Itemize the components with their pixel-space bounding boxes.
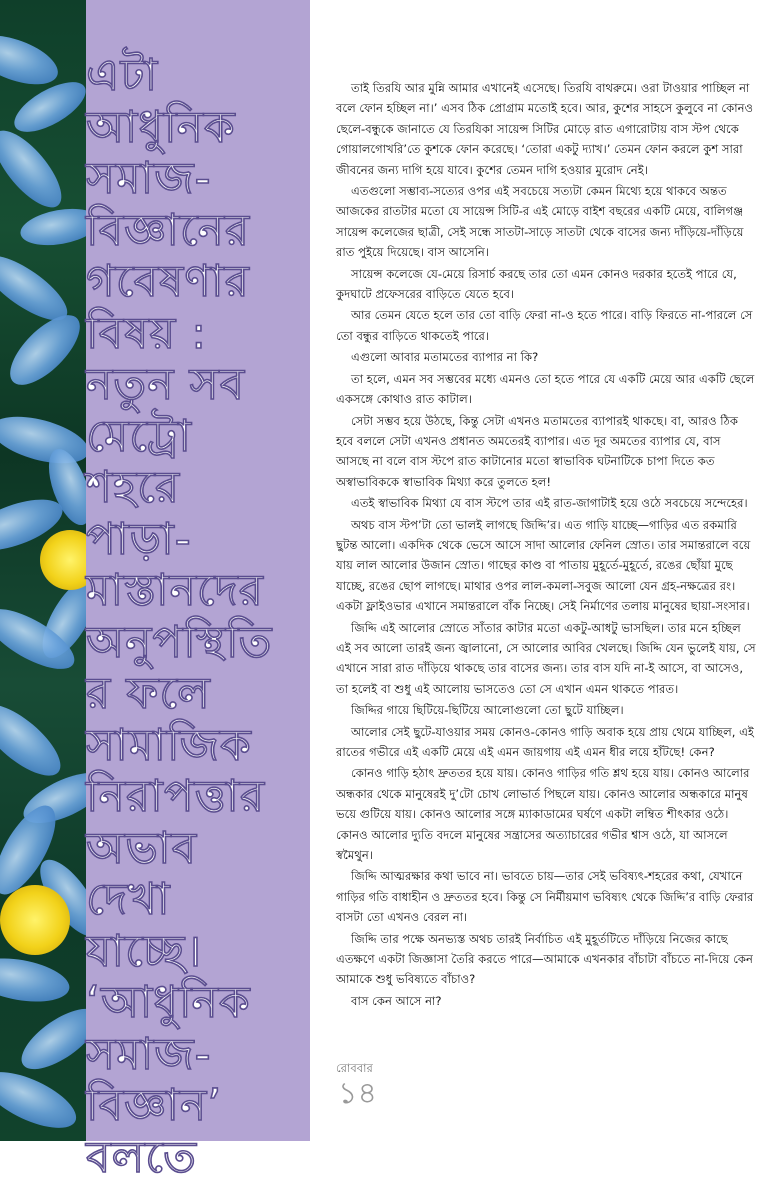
pull-quote-line: পাড়া- (86, 514, 346, 566)
pull-quote-line: সমাজ- (86, 153, 346, 205)
article-paragraph: আলোর সেই ছুটে-যাওয়ার সময় কোনও-কোনও গাড়ি অবাক হয়ে প্রায় থেমে যাচ্ছিল, এই রাতের গভীরে এই একটি মেয়ে এই এমন জায়গায় এই এমন ধীর লয়ে হাঁটছে! কেন? (336, 722, 756, 763)
pull-quote-line: সামাজিক (86, 720, 346, 772)
pull-quote-line: নতুন সব (86, 359, 346, 411)
pull-quote-line: গবেষণার (86, 256, 346, 308)
pull-quote-line: অনুপস্থিতি (86, 617, 346, 669)
article-paragraph: কোনও গাড়ি হঠাৎ দ্রুততর হয়ে যায়। কোনও গাড়ির গতি শ্লথ হয়ে যায়। কোনও আলোর অন্ধকার থেকে মানুষেরই দু’টো চোখ লোভার্ত পিছলে যায়। কোনও আলোর অন্ধকারে মানুষ ভয়ে গুটিয়ে যায়। কোনও আলোর সঙ্গে ম্যাকাডামের ঘর্ষণে একটা লম্বিত শীৎকার ওঠে। কোনও আলোর দ্যুতি বদলে মানুষের সন্ত্রাসের অত্যাচারের গভীর শ্বাস ওঠে, যা আসলে স্বমৈথুন। (336, 763, 756, 865)
article-body (336, 78, 756, 1012)
page-folio (336, 1060, 416, 1109)
article-paragraph: জিদ্দি তার পক্ষে অনভ্যস্ত অথচ তারই নির্বাচিত এই মুহূর্তটিতে দাঁড়িয়ে নিজের কাছে এতক্ষণে একটা জিজ্ঞাসা তৈরি করতে পারে—আমাকে এখনকার বাঁচাটা বাঁচতে না-দিয়ে কেন আমাকে শুধু ভবিষ্যতে বাঁচাও? (336, 929, 756, 990)
article-paragraph: অথচ বাস স্টপ’টা তো ভালই লাগছে জিদ্দি’র। এত গাড়ি যাচ্ছে—গাড়ির এত রকমারি ছুটন্ত আলো। একদিক থেকে ভেসে আসে সাদা আলোর ফেনিল স্রোত। তার সমান্তরালে বয়ে যায় লাল আলোর উজান স্রোত। গাছের কাণ্ড বা পাতায় মুহূর্তে-মুহূর্তে, রঙের ছোঁয়া মুছে যাচ্ছে, রঙের ছোপ লাগছে। মাথার ওপর লাল-কমলা-সবুজ আলো যেন গ্রহ-নক্ষত্রের রং। একটা ফ্লাইওভার এখানে সমান্তরালে বাঁক নিচ্ছে। সেই নির্মাণের তলায় মানুষের ছায়া-সংসার। (336, 515, 756, 617)
article-paragraph: এতগুলো সম্ভাব্য-সত্যের ওপর এই সবচেয়ে সত্যটা কেমন মিথ্যে হয়ে থাকবে অন্তত আজকের রাতটার মতো যে সায়েন্স সিটি-র এই মোড়ে বাইশ বছরের একটি মেয়ে, বালিগঞ্জ সায়েন্স কলেজের ছাত্রী, সেই সন্ধে সাতটা-সাড়ে সাতটা থেকে বাসের জন্য দাঁড়িয়ে-দাঁড়িয়ে রাত পুইয়ে দিয়েছে। বাস আসেনি। (336, 181, 756, 263)
flower-petal (0, 1061, 84, 1140)
article-paragraph: জিদ্দির গায়ে ছিটিয়ে-ছিটিয়ে আলোগুলো তো ছুটে যাচ্ছিল। (336, 700, 756, 720)
article-paragraph: সেটা সম্ভব হয়ে উঠছে, কিন্তু সেটা এখনও মতামতের ব্যাপারই থাকছে। বা, আরও ঠিক হবে বললে সেটা এখনও প্রধানত অমতেরই ব্যাপার। এত দূর অমতের ব্যাপার যে, বাস আসছে না বলে বাস স্টপে রাত কাটানোর মতো স্বাভাবিক ঘটনাটিকে চাপা দিতে কত অস্বাভাবিককে স্বাভাবিক মিথ্যা করে তুলতে হল! (336, 411, 756, 493)
flower-petal (7, 72, 93, 141)
pull-quote-line: মেট্রো (86, 411, 346, 463)
pull-quote-line: এটা (86, 50, 346, 102)
flower-petal (0, 952, 73, 1009)
article-paragraph: আর তেমন যেতে হলে তার তো বাড়ি ফেরা না-ও হতে পারে। বাড়ি ফিরতে না-পারলে সে তো বন্ধুর বাড়িতে থাকতেই পারে। (336, 305, 756, 346)
pull-quote-line: আধুনিক (86, 102, 346, 154)
flower-petal (0, 26, 64, 94)
flower-petal (0, 120, 73, 217)
pull-quote-line: দেখা (86, 874, 346, 926)
article-paragraph: জিদ্দি এই আলোর স্রোতে সাঁতার কাটার মতো একটু-আধটু ভাসছিল। তার মনে হচ্ছিল এই সব আলো তারই জন্য জ্বালানো, সে আলোর আবির খেলছে। জিদ্দি যেন ভুলেই যায়, সে এখানে সারা রাত দাঁড়িয়ে থাকছে তার বাসের জন্য। তার বাস যদি না-ই আসে, বা আসেও, তা হলেই বা শুধু এই আলোয় ভাসতেও তো সে এখান এমন থাকতে পারত। (336, 618, 756, 700)
flower-center (0, 885, 70, 955)
pull-quote-line: সমাজ- (86, 1029, 346, 1081)
pull-quote-line: র ফলে (86, 668, 346, 720)
pull-quote-line: নিরাপত্তার (86, 771, 346, 823)
floral-photo-strip (0, 0, 86, 1141)
article-paragraph: জিদ্দি আত্মরক্ষার কথা ভাবে না। ভাবতে চায়—তার সেই ভবিষ্যৎ-শহরের কথা, যেখানে গাড়ির গতি বাধাহীন ও দ্রুততর হবে। কিন্তু সে নির্মীয়মাণ ভবিষ্যৎ থেকে জিদ্দি’র বাড়ি ফেরার বাসটা তো এখনও বেরল না। (336, 866, 756, 927)
pull-quote-line: যাচ্ছে। (86, 926, 346, 978)
article-paragraph: সায়েন্স কলেজে যে-মেয়ে রিসার্চ করছে তার তো এমন কোনও দরকার হতেই পারে যে, কুদঘাটে প্রফেসরের বাড়িতে যেতে হবে। (336, 264, 756, 305)
pull-quote-line: বিজ্ঞান’ (86, 1080, 346, 1132)
article-paragraph: এতই স্বাভাবিক মিথ্যা যে বাস স্টপে তার এই রাত-জাগাটাই হয়ে ওঠে সবচেয়ে সন্দেহের। (336, 493, 756, 513)
pull-quote-line: শহরে (86, 462, 346, 514)
pull-quote-line: বিজ্ঞানের (86, 205, 346, 257)
pull-quote-line: মাস্তানদের (86, 565, 346, 617)
pull-quote-band (86, 0, 310, 1141)
pull-quote (86, 50, 346, 1183)
magazine-name: রোববার (336, 1060, 416, 1079)
pull-quote-line: বিষয় : (86, 308, 346, 360)
article-paragraph: তাই তিরযি আর মুন্নি আমার এখানেই এসেছে। তিরযি বাথরুমে। ওরা টাওয়ার পাচ্ছিল না বলে ফোন হচ্ছিল না।’ এসব ঠিক প্রোগ্রাম মতোই হবে। আর, কুশের সাহসে কুলুবে না কোনও ছেলে-বন্ধুকে জানাতে যে তিরযিকা সায়েন্স সিটির মোড়ে রাত এগারোটায় বাস স্টপ থেকে গোয়ালগোখরি’তে কুশকে ফোন করেছে। ‘তোরা একটু দ্যাখ।’ তেমন ফোন করলে কুশ সারা জীবনের জন্য দাগি হয়ে যাবে। কুশের তেমন দাগি হওয়ার মুরোদ নেই। (336, 78, 756, 180)
pull-quote-line: অভাব (86, 823, 346, 875)
article-paragraph: বাস কেন আসে না? (336, 991, 756, 1011)
pull-quote-line: বলতে (86, 1132, 346, 1183)
page-number: ১৪ (338, 1079, 416, 1109)
pull-quote-line: ‘আধুনিক (86, 977, 346, 1029)
flower-petal (0, 408, 93, 473)
flower-petal (0, 693, 71, 788)
article-paragraph: তা হলে, এমন সব সম্ভবের মধ্যে এমনও তো হতে পারে যে একটি মেয়ে আর একটি ছেলে একসঙ্গে কোথাও রাত কাটাল। (336, 369, 756, 410)
article-paragraph: এগুলো আবার মতামতের ব্যাপার না কি? (336, 347, 756, 367)
